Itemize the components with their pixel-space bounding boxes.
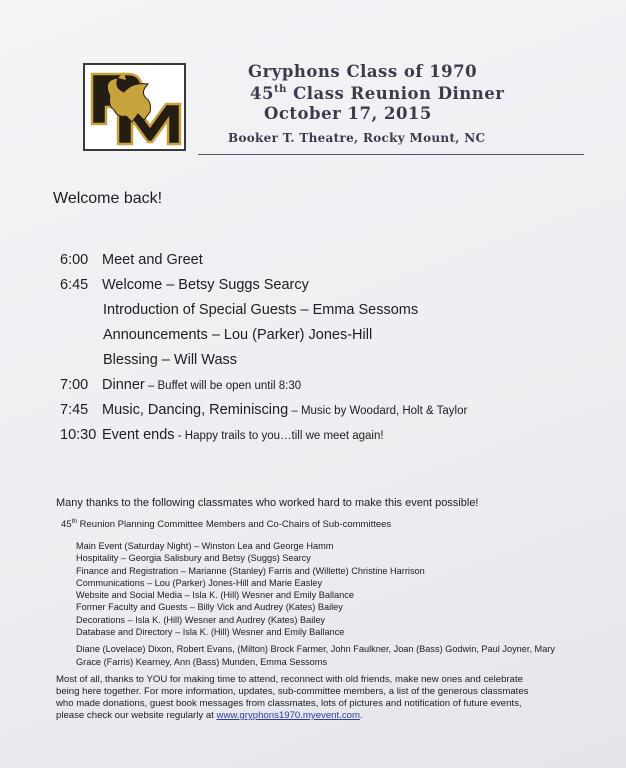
thanks-text: Many thanks to the following classmates who worked hard to make this event possible! bbox=[56, 497, 479, 509]
schedule-event: Blessing – Will Wass bbox=[103, 352, 238, 368]
website-link[interactable]: www.gryphons1970.myevent.com bbox=[216, 710, 360, 721]
list-item: Communications – Lou (Parker) Jones-Hill and Marie Easley bbox=[76, 577, 323, 588]
header-title: Gryphons Class of 1970 bbox=[248, 62, 478, 81]
schedule-time: 6:00 bbox=[60, 252, 89, 268]
schedule-time: 6:45 bbox=[60, 277, 89, 293]
schedule-event: Welcome – Betsy Suggs Searcy bbox=[102, 277, 309, 293]
other-members: Diane (Lovelace) Dixon, Robert Evans, (Milton) Brock Farmer, John Faulkner, Joan (Bass) Godwin, Paul Joyner, Mary Grace (Farris) Kearney, Ann (Bass) Munden, Emma Sessoms bbox=[76, 644, 555, 667]
schedule-event: Dinner – Buffet will be open until 8:30 bbox=[102, 377, 302, 393]
schedule-event: Meet and Greet bbox=[102, 252, 203, 268]
list-item: Decorations – Isla K. (Hill) Wesner and Audrey (Kates) Bailey bbox=[76, 614, 326, 625]
schedule-event: Music, Dancing, Reminiscing – Music by Woodard, Holt & Taylor bbox=[102, 402, 468, 418]
subcommittee-list bbox=[76, 540, 425, 638]
list-item: Database and Directory – Isla K. (Hill) Wesner and Emily Ballance bbox=[76, 627, 345, 638]
schedule-time: 7:45 bbox=[60, 402, 89, 418]
welcome-heading: Welcome back! bbox=[53, 190, 163, 207]
committee-heading: 45th Reunion Planning Committee Members and Co-Chairs of Sub-committees bbox=[61, 518, 392, 531]
closing-paragraph: Most of all, thanks to YOU for making time to attend, reconnect with old friends, make new ones and celebrate being here together. For more information, updates, sub-committee members, a list of the generous classmates who made donations, guest book messages from classmates, lots of pictures and notification of future events, please check our website regularly at www.gryphons1970.myevent.com. bbox=[56, 674, 529, 721]
schedule-time: 10:30 bbox=[60, 427, 97, 443]
list-item: Finance and Registration – Marianne (Stanley) Farris and (Willette) Christine Harrison bbox=[76, 565, 425, 576]
list-item: Hospitality – Georgia Salisbury and Betsy (Suggs) Searcy bbox=[76, 553, 311, 564]
header-date: October 17, 2015 bbox=[264, 104, 432, 123]
gryphon-logo-icon bbox=[88, 68, 183, 148]
header-divider bbox=[198, 154, 584, 155]
class-logo bbox=[83, 63, 186, 151]
header-subtitle: 45th Class Reunion Dinner bbox=[250, 84, 505, 103]
schedule-event: Event ends - Happy trails to you…till we meet again! bbox=[102, 427, 384, 443]
list-item: Website and Social Media – Isla K. (Hill) Wesner and Emily Ballance bbox=[76, 590, 354, 601]
list-item: Former Faculty and Guests – Billy Vick and Audrey (Kates) Bailey bbox=[76, 602, 343, 613]
schedule-time: 7:00 bbox=[60, 377, 89, 393]
schedule-event: Announcements – Lou (Parker) Jones-Hill bbox=[103, 327, 373, 343]
header-venue: Booker T. Theatre, Rocky Mount, NC bbox=[228, 131, 486, 145]
list-item: Main Event (Saturday Night) – Winston Lea and George Hamm bbox=[76, 541, 334, 551]
schedule-event: Introduction of Special Guests – Emma Sessoms bbox=[103, 302, 419, 318]
